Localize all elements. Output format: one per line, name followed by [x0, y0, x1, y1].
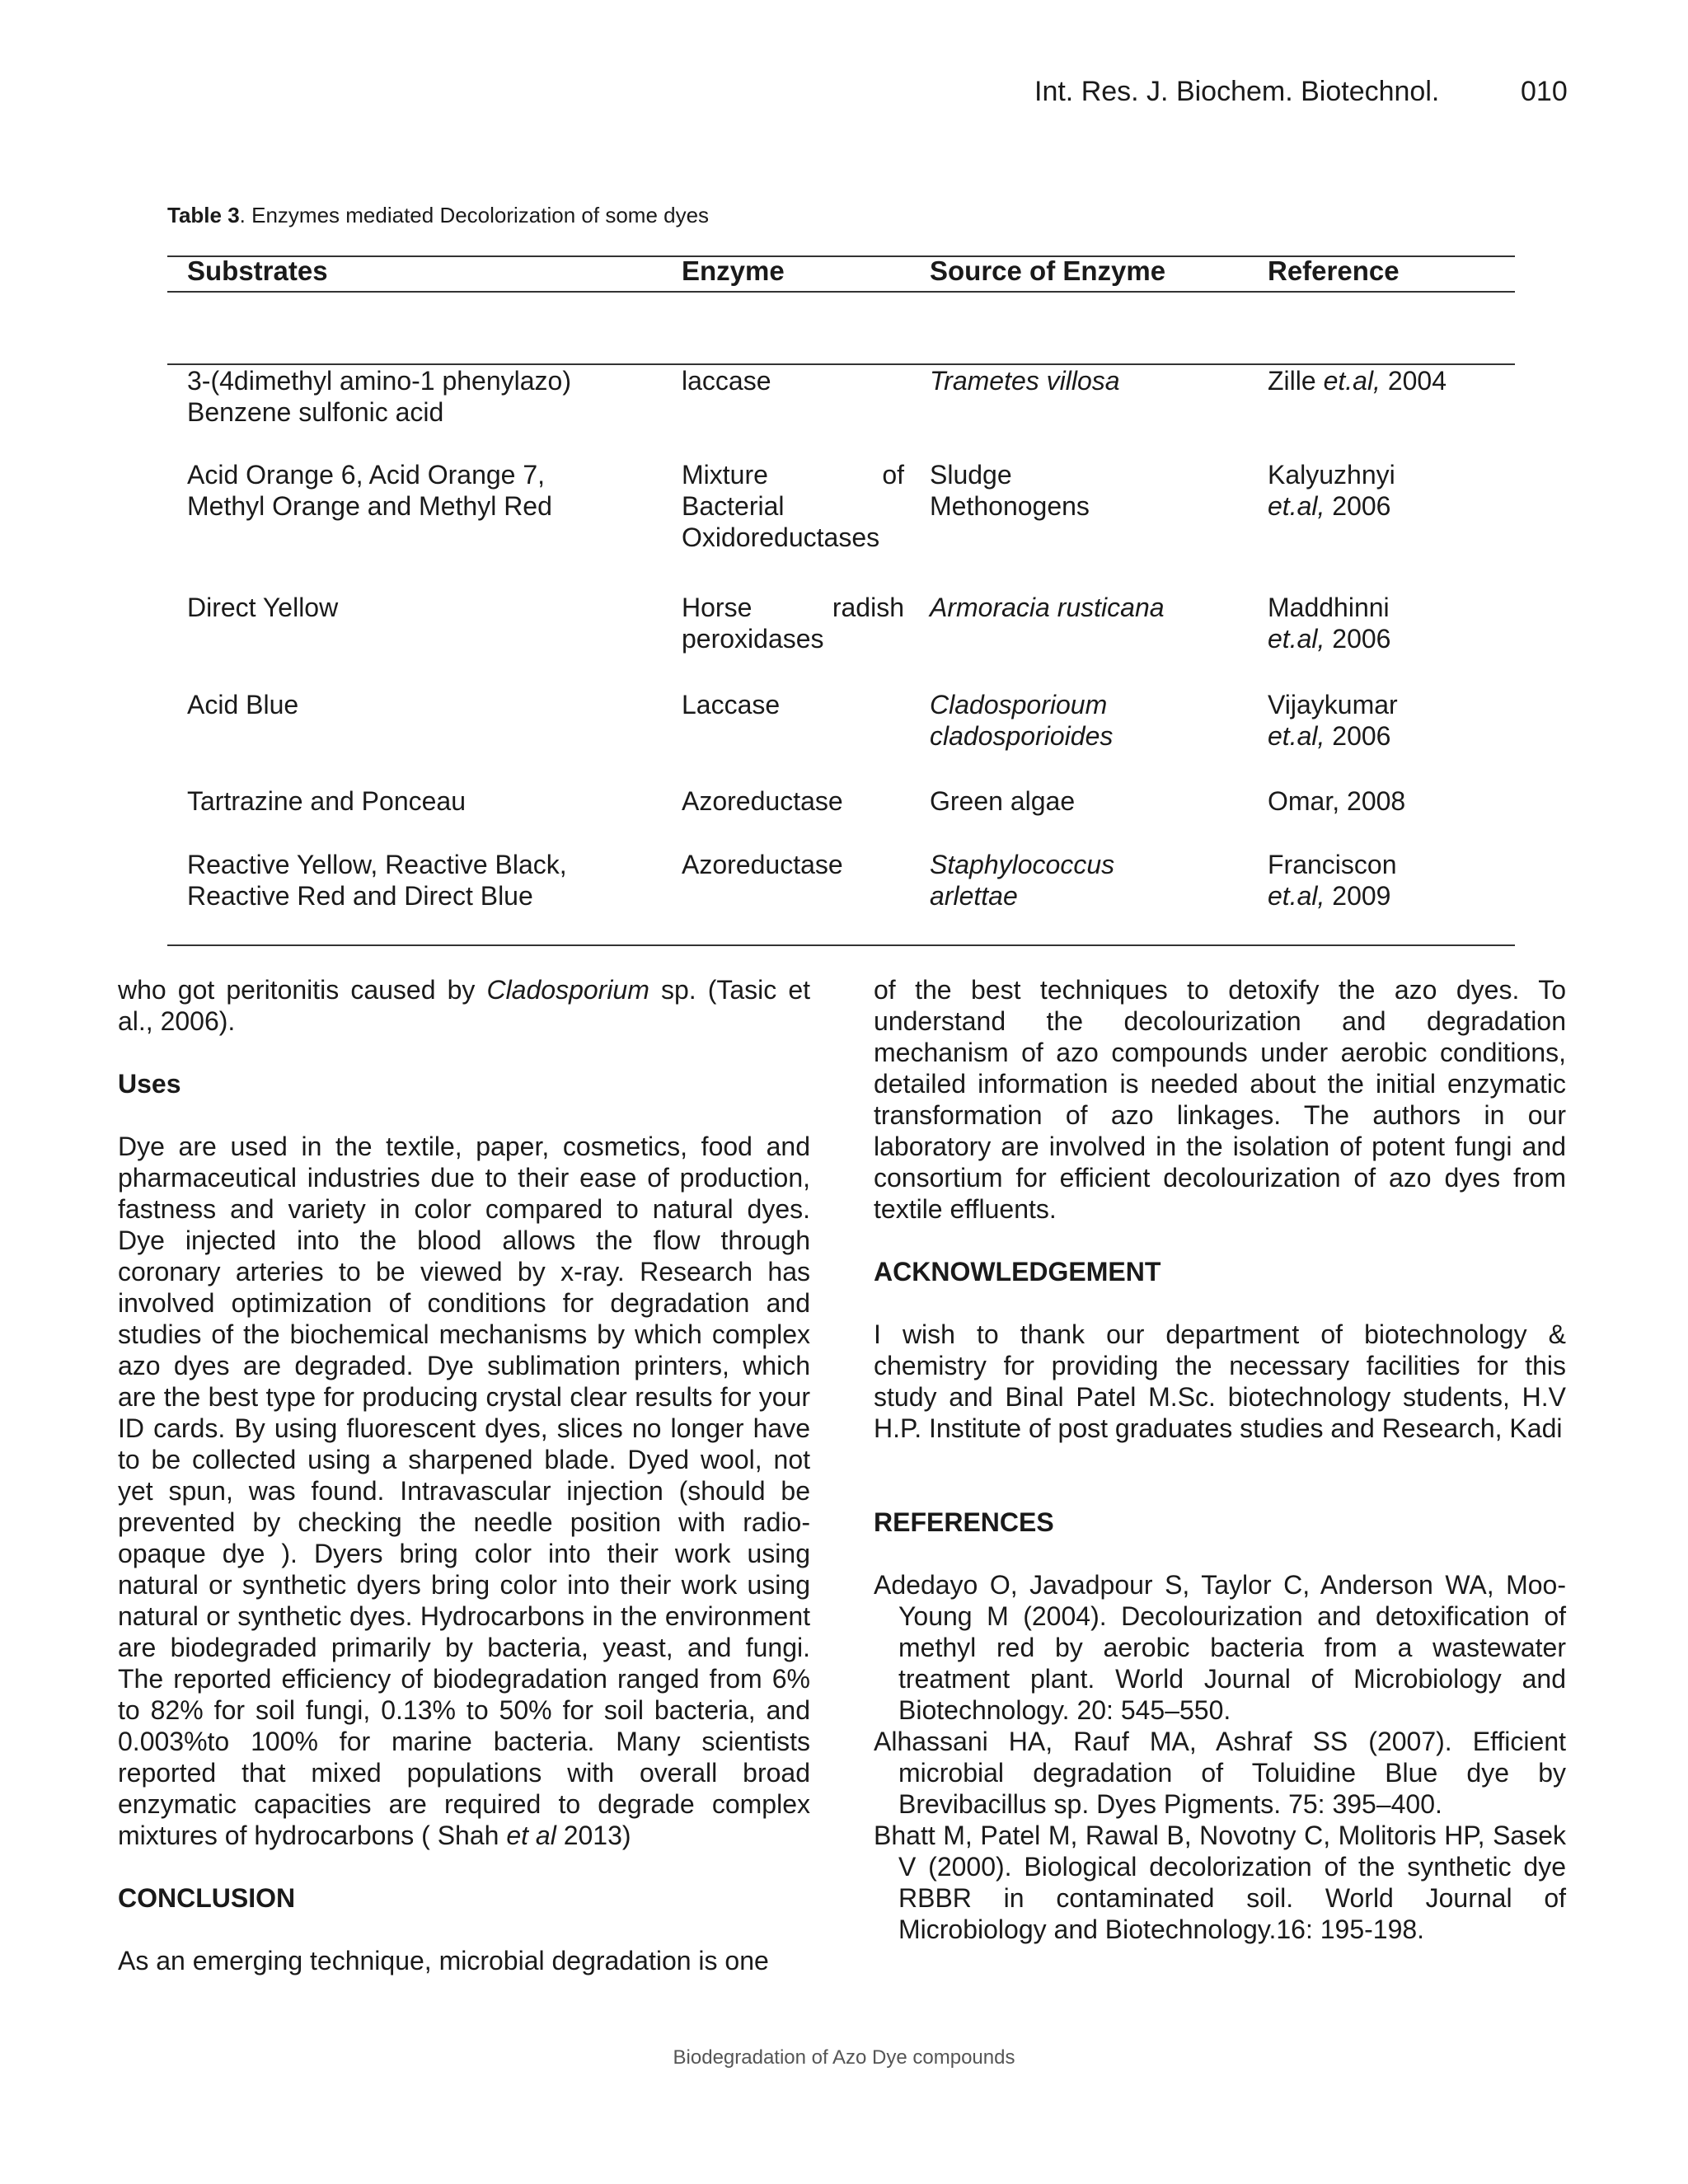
substrate-cell: Reactive Yellow, Reactive Black, Reactive Red and Direct Blue	[187, 850, 567, 911]
ref-author: Kalyuzhnyi	[1268, 460, 1395, 490]
reference-cell	[1268, 689, 1457, 752]
enzyme-cell: laccase	[682, 366, 771, 396]
table-caption-label: Table 3	[167, 203, 240, 227]
substrate-cell: 3-(4dimethyl amino-1 phenylazo) Benzene sulfonic acid	[187, 366, 571, 427]
substrate-cell: Direct Yellow	[187, 593, 339, 622]
substrate-cell: Tartrazine and Ponceau	[187, 786, 466, 816]
uses-heading: Uses	[118, 1069, 181, 1099]
table-header-rule	[167, 291, 1515, 293]
ref-author: Omar, 2008	[1268, 786, 1406, 816]
reference-cell	[1268, 459, 1457, 522]
left-column	[118, 974, 810, 1976]
page-number: 010	[1521, 76, 1568, 107]
ref-year: 2009	[1325, 881, 1391, 911]
conclusion-continued: of the best techniques to detoxify the azo dyes. To understand the decolourization and degradation mechanism of azo compounds under aerobic conditions, detailed information is needed about the initial enzymatic transformation of azo linkages. The authors in our laboratory are involved in the isolation of potent fungi and consortium for efficient decolourization of azo dyes from textile effluents.	[874, 975, 1566, 1224]
page-footer: Biodegradation of Azo Dye compounds	[673, 2046, 1015, 2069]
ref-etal: et.al,	[1268, 881, 1325, 911]
reference-cell	[1268, 365, 1515, 396]
column-header-enzyme: Enzyme	[682, 255, 785, 286]
ref-author: Franciscon	[1268, 850, 1397, 879]
reference-cell	[1268, 592, 1457, 654]
journal-title: Int. Res. J. Biochem. Biotechnol.	[1034, 76, 1440, 107]
column-header-substrates: Substrates	[187, 255, 328, 286]
source-cell: Armoracia rusticana	[930, 593, 1165, 622]
substrate-cell: Acid Orange 6, Acid Orange 7, Methyl Orange and Methyl Red	[187, 460, 552, 521]
table-caption	[167, 203, 709, 228]
enzyme-cell: Mixture of Bacterial Oxidoreductases	[682, 460, 904, 552]
table-bottom-rule	[167, 944, 1515, 946]
ref-year: 2006	[1325, 721, 1391, 751]
ref-year: 2006	[1325, 624, 1391, 654]
column-header-source: Source of Enzyme	[930, 255, 1166, 286]
enzyme-cell: Azoreductase	[682, 850, 843, 879]
source-cell: Green algae	[930, 786, 1076, 816]
reference-item: Adedayo O, Javadpour S, Taylor C, Anderson WA, Moo-Young M (2004). Decolourization and detoxification of methyl red by aerobic bacteria from a wastewater treatment plant. World Journal of Microbiology and Biotechnology. 20: 545–550.	[874, 1570, 1566, 1725]
ref-etal: et.al,	[1268, 491, 1325, 521]
ref-author: Zille	[1268, 366, 1324, 396]
ref-author: Vijaykumar	[1268, 690, 1398, 719]
right-column	[874, 974, 1566, 1945]
table-header	[167, 255, 1515, 288]
ref-etal: et.al,	[1323, 366, 1381, 396]
table-caption-text: . Enzymes mediated Decolorization of some dyes	[239, 203, 710, 227]
reference-cell	[1268, 785, 1515, 817]
ref-etal: et.al,	[1268, 721, 1325, 751]
acknowledgement-paragraph: I wish to thank our department of biotechnology & chemistry for providing the necessary facilities for this study and Binal Patel M.Sc. biotechnology students, H.V H.P. Institute of post graduates studies and Research, Kadi	[874, 1319, 1566, 1443]
source-cell: Sludge Methonogens	[930, 460, 1090, 521]
references-heading: REFERENCES	[874, 1507, 1054, 1537]
conclusion-heading: CONCLUSION	[118, 1883, 296, 1913]
ref-etal: et.al,	[1268, 624, 1325, 654]
enzyme-cell: Horse radish peroxidases	[682, 593, 904, 654]
acknowledgement-heading: ACKNOWLEDGEMENT	[874, 1257, 1161, 1286]
source-cell: Staphylococcus arlettae	[930, 850, 1115, 911]
uses-paragraph: Dye are used in the textile, paper, cosmetics, food and pharmaceutical industries due to their ease of production, fastness and variety in color compared to natural dyes. Dye injected into the blood allows the flow through coronary arteries to be viewed by x-ray. Research has involved optimization of conditions for degradation and studies of the biochemical mechanisms by which complex azo dyes are degraded. Dye sublimation printers, which are the best type for producing crystal clear results for your ID cards. By using fluorescent dyes, slices no longer have to be collected using a sharpened blade. Dyed wool, not yet spun, was found. Intravascular injection (should be prevented by checking the needle position with radio-opaque dye ). Dyers bring color into their work using natural or synthetic dyers bring color into their work using natural or synthetic dyes. Hydrocarbons in the environment are biodegraded primarily by bacteria, yeast, and fungi. The reported efficiency of biodegradation ranged from 6% to 82% for soil fungi, 0.13% to 50% for soil bacteria, and 0.003%to 100% for marine bacteria. Many scientists reported that mixed populations with overall broad enzymatic capacities are required to degrade complex mixtures of hydrocarbons ( Shah et al 2013)	[118, 1132, 810, 1850]
conclusion-paragraph: As an emerging technique, microbial degradation is one	[118, 1946, 769, 1975]
ref-year: 2004	[1380, 366, 1447, 396]
enzyme-cell: Azoreductase	[682, 786, 843, 816]
ref-year: 2006	[1325, 491, 1391, 521]
enzyme-cell: Laccase	[682, 690, 781, 719]
organism-name: Cladosporium	[486, 975, 649, 1005]
source-cell: Cladosporioum cladosporioides	[930, 690, 1114, 751]
intro-paragraph: who got peritonitis caused by Cladosporium sp. (Tasic et al., 2006).	[118, 975, 811, 1036]
reference-item: Alhassani HA, Rauf MA, Ashraf SS (2007). Efficient microbial degradation of Toluidine Blue dye by Brevibacillus sp. Dyes Pigments. 75: 395–400.	[874, 1727, 1566, 1819]
column-header-reference: Reference	[1268, 255, 1400, 286]
source-cell: Trametes villosa	[930, 366, 1120, 396]
ref-author: Maddhinni	[1268, 593, 1390, 622]
reference-item: Bhatt M, Patel M, Rawal B, Novotny C, Molitoris HP, Sasek V (2000). Biological decolorization of the synthetic dye RBBR in contaminated soil. World Journal of Microbiology and Biotechnology.16: 195-198.	[874, 1821, 1566, 1944]
substrate-cell: Acid Blue	[187, 690, 299, 719]
reference-cell	[1268, 849, 1457, 912]
